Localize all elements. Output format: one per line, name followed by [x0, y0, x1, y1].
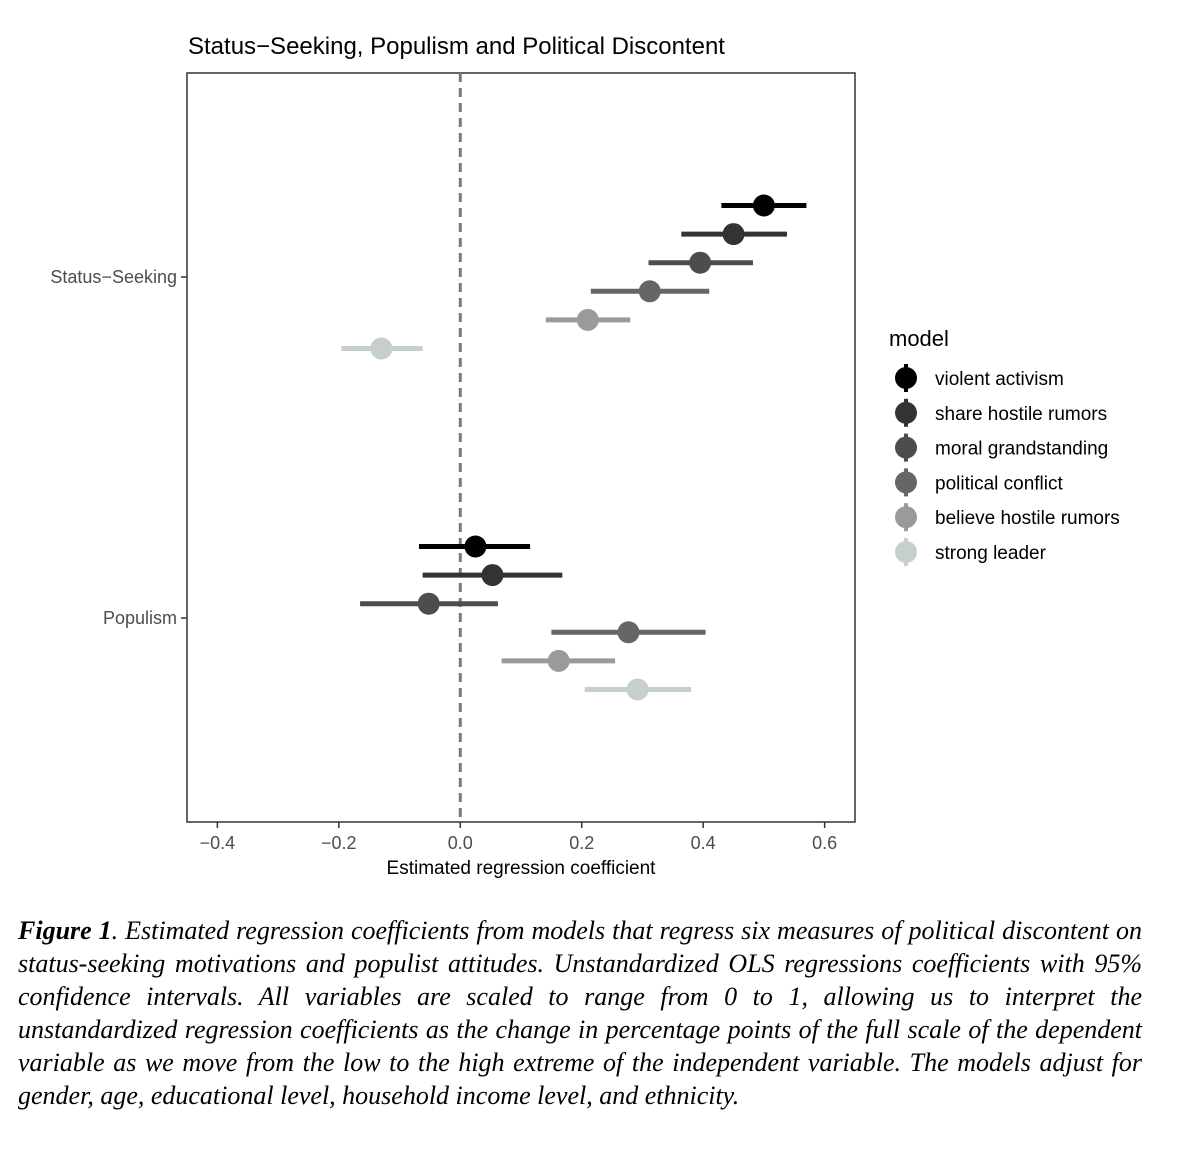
legend-label: violent activism [935, 369, 1064, 390]
coefficient-point [639, 280, 661, 302]
y-axis [50, 267, 187, 628]
legend-key-point [895, 367, 917, 389]
x-tick-label: 0.4 [690, 833, 716, 853]
coefficient-point [370, 338, 392, 360]
legend-key-point [895, 402, 917, 424]
legend-label: share hostile rumors [935, 403, 1108, 425]
x-tick-label: −0.2 [321, 833, 357, 853]
x-axis-label: Estimated regression coefficient [386, 858, 656, 879]
legend-label: strong leader [935, 543, 1046, 564]
legend-key-point [895, 541, 917, 563]
legend-label: political conflict [935, 473, 1063, 495]
y-tick-label: Status−Seeking [50, 267, 177, 287]
coefficient-point [548, 650, 570, 672]
x-tick-label: 0.6 [812, 833, 838, 853]
coefficient-point [753, 195, 775, 217]
x-tick-label: 0.0 [447, 833, 473, 853]
coefficient-point [689, 252, 711, 274]
coefficient-point [481, 564, 503, 586]
chart-title: Status−Seeking, Populism and Political Discontent [188, 33, 725, 60]
coefficient-point [577, 309, 599, 331]
legend-key-point [895, 471, 917, 493]
coefficient-point [627, 679, 649, 701]
figure-label: Figure 1 [18, 916, 112, 945]
coefficient-point [617, 621, 639, 643]
caption-text: . Estimated regression coefficients from models that regress six measures of political discontent on status-seeking motivations and populist attitudes. Unstandardized OLS regressions coefficients with 95% confidence intervals. All variables are scaled to range from 0 to 1, allowing us to interpret the unstandardized regression coefficients as the change in percentage points of the full scale of the dependent variable as we move from the low to the high extreme of the independent variable. The models adjust for gender, age, educational level, household income level, and ethnicity. [18, 916, 1142, 1110]
coefficient-point [723, 223, 745, 245]
plot-panel [187, 73, 855, 822]
y-tick-label: Populism [102, 608, 177, 628]
coefficient-point [464, 536, 486, 558]
legend [889, 326, 1120, 566]
legend-label: believe hostile rumors [935, 508, 1120, 530]
legend-label: moral grandstanding [935, 438, 1109, 460]
coefficient-point [418, 593, 440, 615]
x-tick-label: −0.4 [199, 833, 236, 853]
legend-key-point [895, 506, 917, 528]
x-tick-label: 0.2 [569, 833, 595, 853]
legend-title: model [889, 326, 949, 351]
figure-caption [18, 914, 1142, 1112]
x-axis [200, 822, 838, 853]
legend-key-point [895, 437, 917, 459]
